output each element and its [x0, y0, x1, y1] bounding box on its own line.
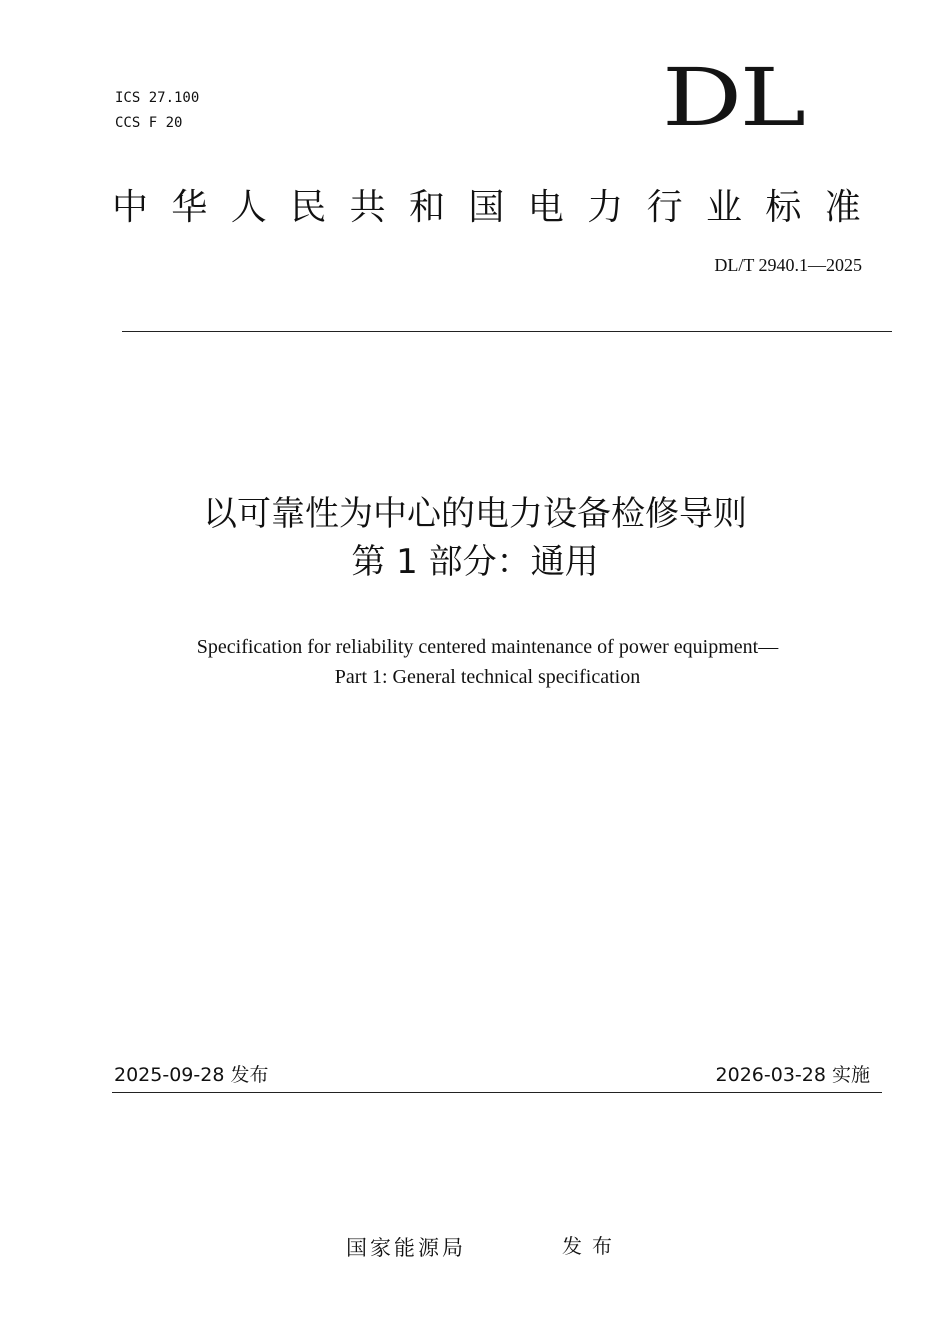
- classification-codes: [115, 86, 199, 136]
- standard-code: DL/T 2940.1—2025: [714, 255, 862, 275]
- title-cn-line2: 第 1 部分：通用: [351, 542, 599, 582]
- document-title-cn: [0, 490, 950, 586]
- top-divider: [122, 331, 892, 332]
- dl-logo: DL: [662, 51, 804, 144]
- ccs-code: CCS F 20: [115, 115, 183, 131]
- title-en-line2: Part 1: General technical specification: [334, 666, 641, 688]
- document-title-en: [0, 632, 950, 692]
- issuer-action: 发布: [562, 1234, 622, 1258]
- issuer-name: 国家能源局: [346, 1236, 466, 1260]
- bottom-divider: [112, 1092, 882, 1093]
- title-en-line1: Specification for reliability centered maintenance of power equipment—: [196, 636, 779, 658]
- publish-date: 2025-09-28 发布: [114, 1064, 269, 1086]
- ics-code: ICS 27.100: [115, 90, 200, 106]
- title-cn-line1: 以可靠性为中心的电力设备检修导则: [203, 494, 747, 534]
- implement-date: 2026-03-28 实施: [715, 1064, 870, 1086]
- standard-title: 中华人民共和国电力行业标准: [112, 187, 885, 228]
